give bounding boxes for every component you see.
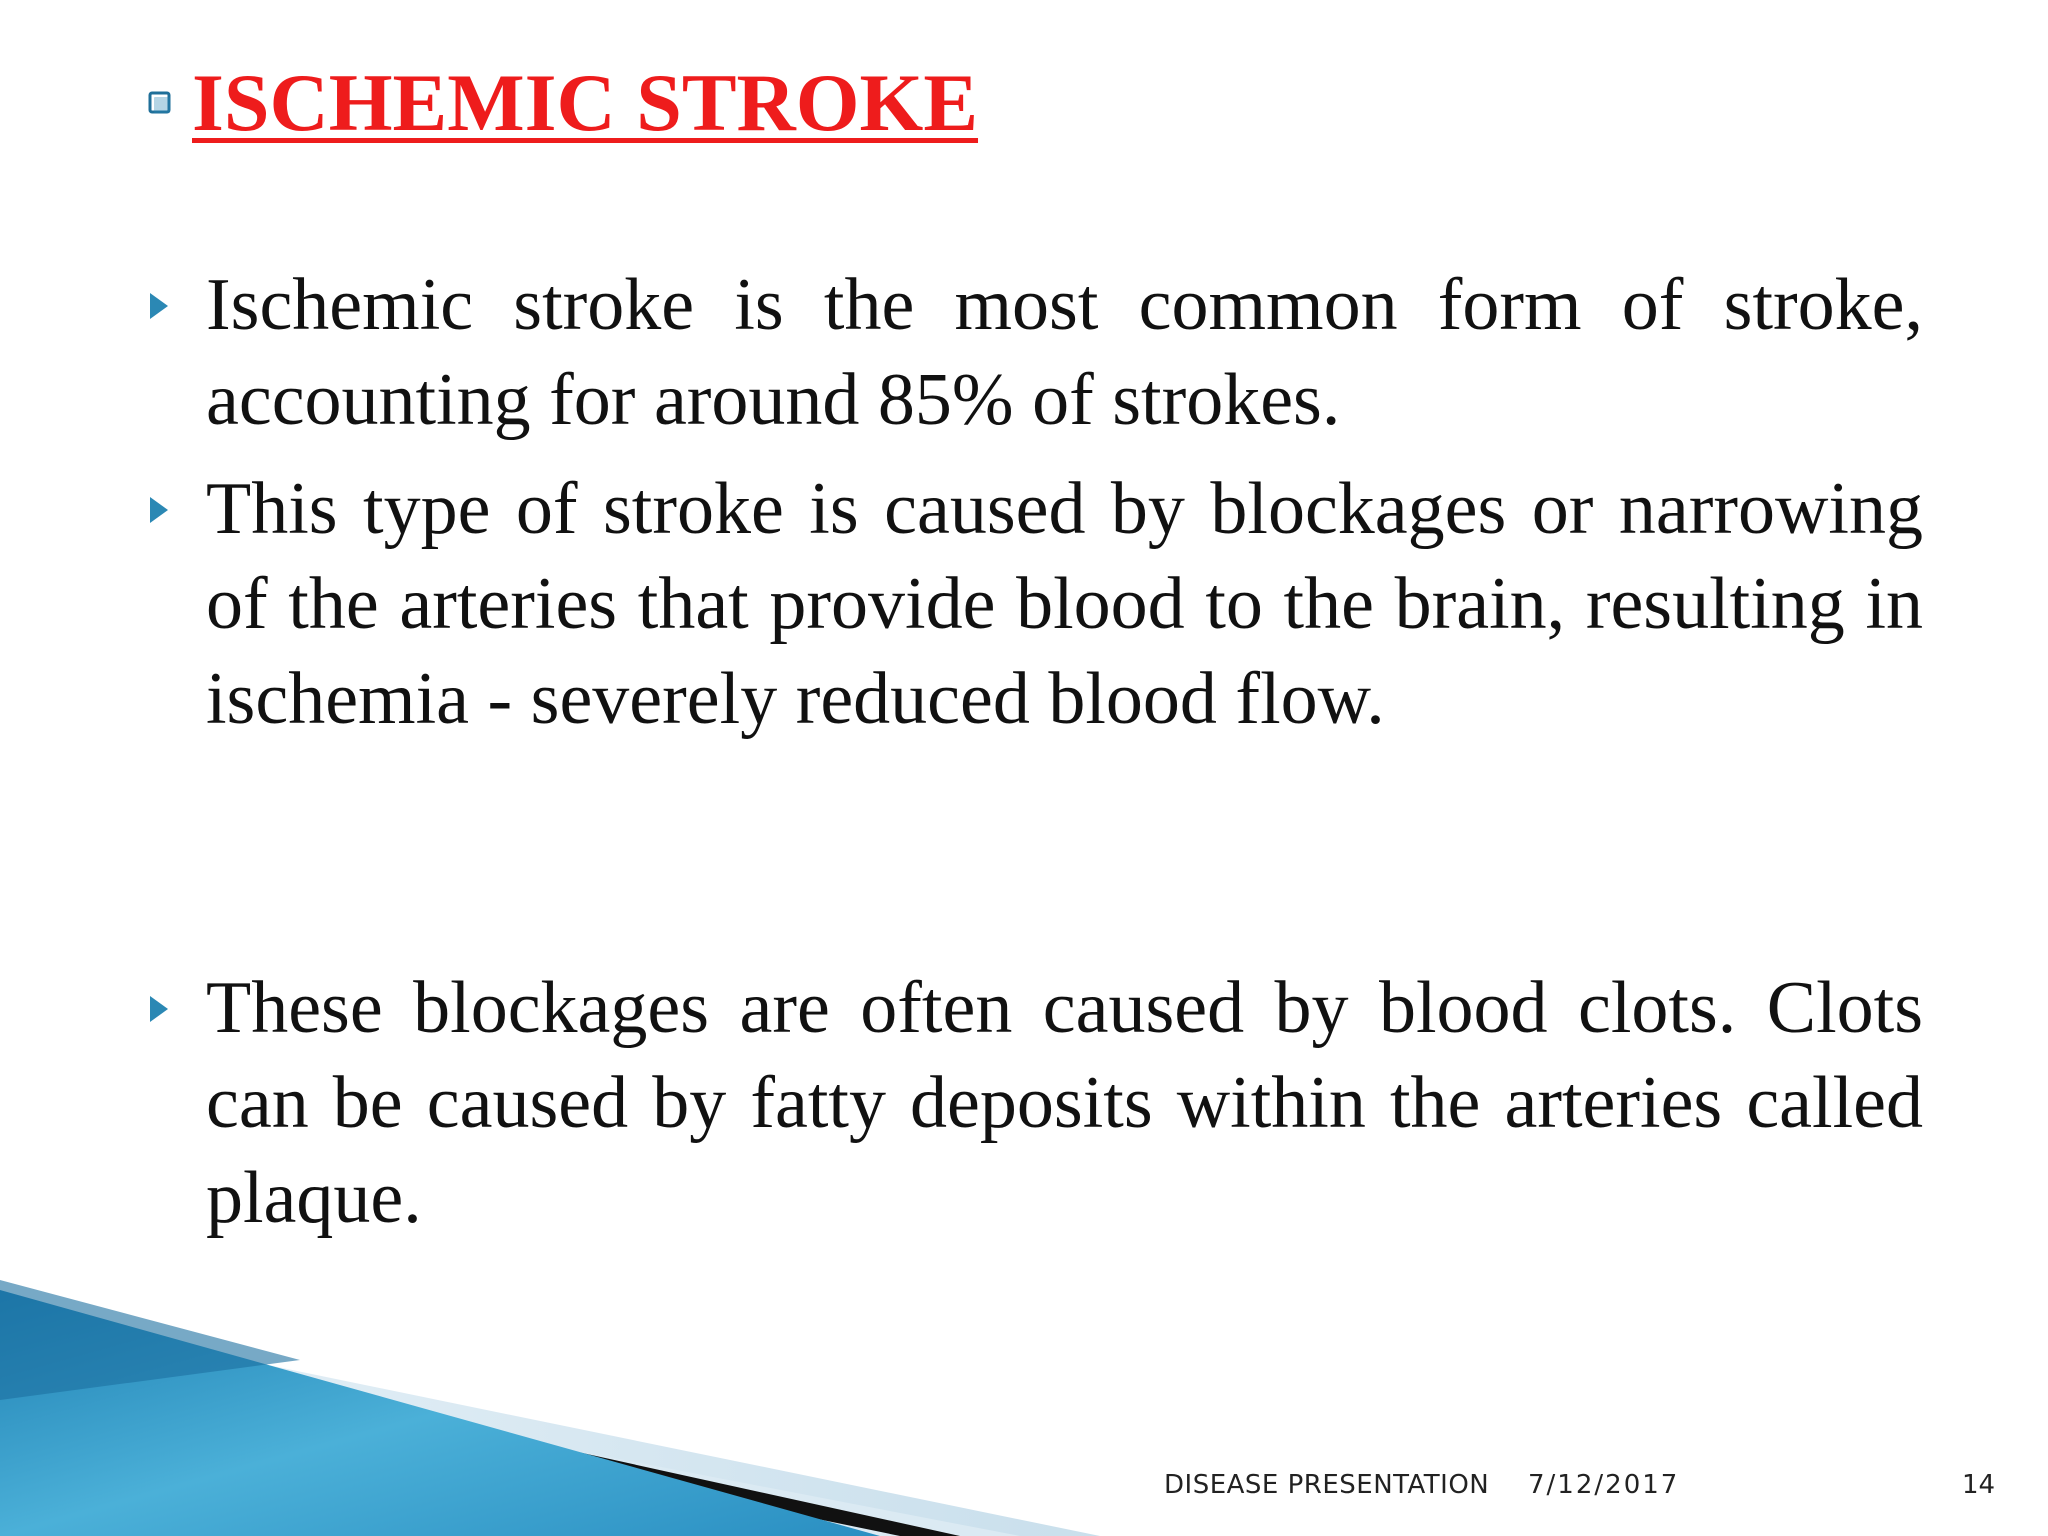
bullet-item [148, 462, 1923, 747]
slide-title: ISCHEMIC STROKE [192, 57, 979, 148]
decorative-wave-shape [0, 1280, 2048, 1536]
bullet-text: This type of stroke is caused by blockages or narrowing of the arteries that provide blood to the brain, resulting in ischemia - severely reduced blood flow. [206, 468, 1923, 740]
title-row [148, 48, 978, 158]
bullet-item [148, 258, 1923, 448]
bullet-text: These blockages are often caused by blood clots. Clots can be caused by fatty deposits within the arteries called plaque. [206, 967, 1923, 1239]
footer-date: 7/12/2017 [1528, 1470, 1680, 1500]
triangle-right-bullet-icon [148, 961, 206, 1057]
footer-page-number: 14 [1962, 1470, 1996, 1500]
square-bullet-icon [148, 48, 182, 158]
triangle-right-bullet-icon [148, 258, 206, 354]
bullet-item [148, 961, 1923, 1246]
bullet-text: Ischemic stroke is the most common form of stroke, accounting for around 85% of strokes. [206, 264, 1923, 441]
footer-presentation-name: DISEASE PRESENTATION [1164, 1470, 1490, 1500]
triangle-right-bullet-icon [148, 462, 206, 558]
